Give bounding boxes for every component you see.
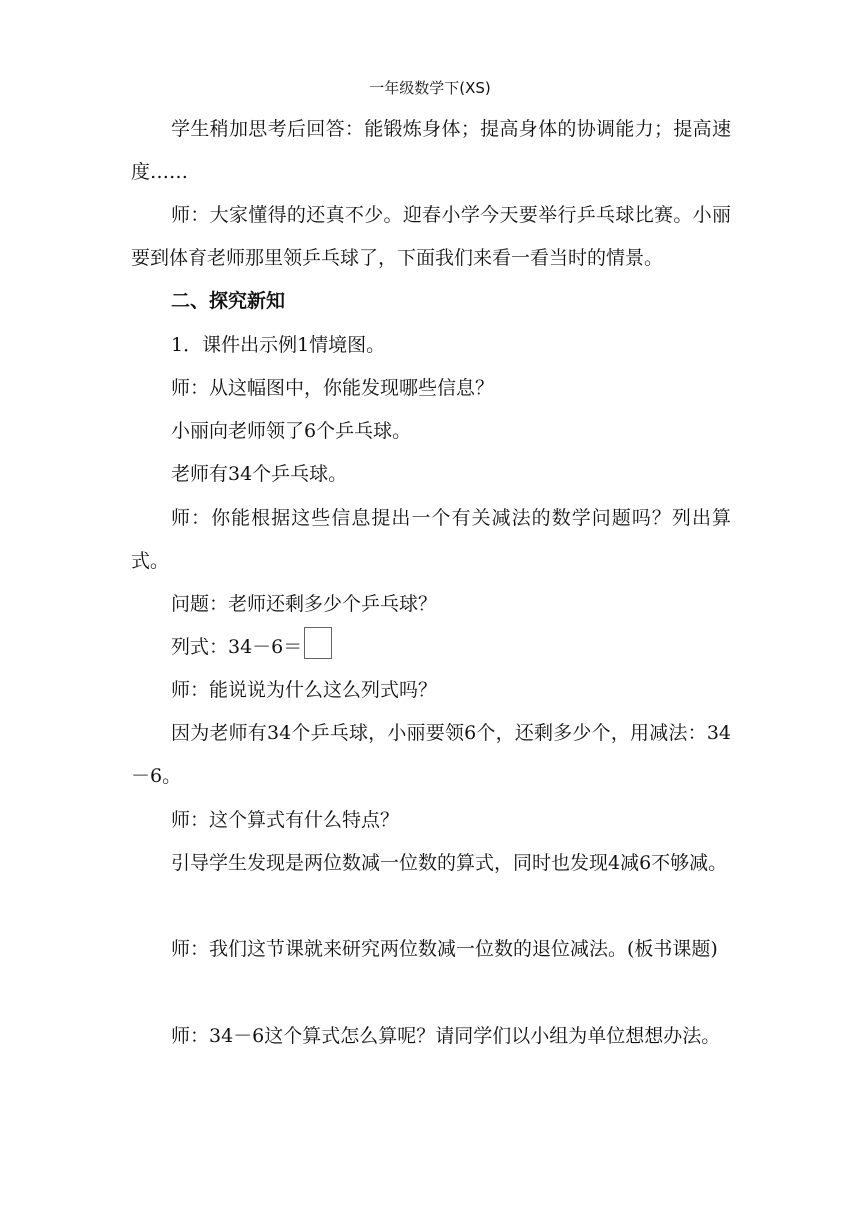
paragraph-teacher-feature: 师：这个算式有什么特点？ bbox=[171, 809, 400, 831]
paragraph-student-answer: 学生稍加思考后回答：能锻炼身体；提高身体的协调能力；提高速度…… bbox=[131, 118, 731, 183]
paragraph-equation bbox=[131, 626, 731, 669]
page-header: 一年级数学下(XS) bbox=[369, 79, 491, 97]
paragraph-teacher-calc: 师：34－6这个算式怎么算呢？请同学们以小组为单位想想办法。 bbox=[171, 1025, 721, 1047]
paragraph-teacher-intro: 师：大家懂得的还真不少。迎春小学今天要举行乒乓球比赛。小丽要到体育老师那里领乒乓球了，下面我们来看一看当时的情景。 bbox=[131, 204, 731, 269]
section-heading: 二、探究新知 bbox=[171, 290, 286, 312]
paragraph-problem: 问题：老师还剩多少个乒乓球？ bbox=[171, 593, 438, 615]
paragraph-info-2: 老师有34个乒乓球。 bbox=[171, 463, 348, 485]
paragraph-reason: 因为老师有34个乒乓球，小丽要领6个，还剩多少个，用减法：34－6。 bbox=[131, 722, 731, 787]
paragraph-info-1: 小丽向老师领了6个乒乓球。 bbox=[171, 420, 412, 442]
paragraph-teacher-question: 师：从这幅图中，你能发现哪些信息？ bbox=[171, 377, 495, 399]
equation-text: 列式：34－6＝ bbox=[171, 636, 303, 658]
paragraph-teacher-why: 师：能说说为什么这么列式吗？ bbox=[171, 679, 438, 701]
paragraph-teacher-prompt: 师：你能根据这些信息提出一个有关减法的数学问题吗？列出算式。 bbox=[131, 507, 731, 572]
paragraph-teacher-topic: 师：我们这节课就来研究两位数减一位数的退位减法。(板书课题) bbox=[171, 938, 718, 960]
paragraph-guide: 引导学生发现是两位数减一位数的算式，同时也发现4减6不够减。 bbox=[171, 852, 728, 874]
paragraph-step-1: 1．课件出示例1情境图。 bbox=[171, 334, 386, 356]
answer-box bbox=[304, 627, 332, 659]
